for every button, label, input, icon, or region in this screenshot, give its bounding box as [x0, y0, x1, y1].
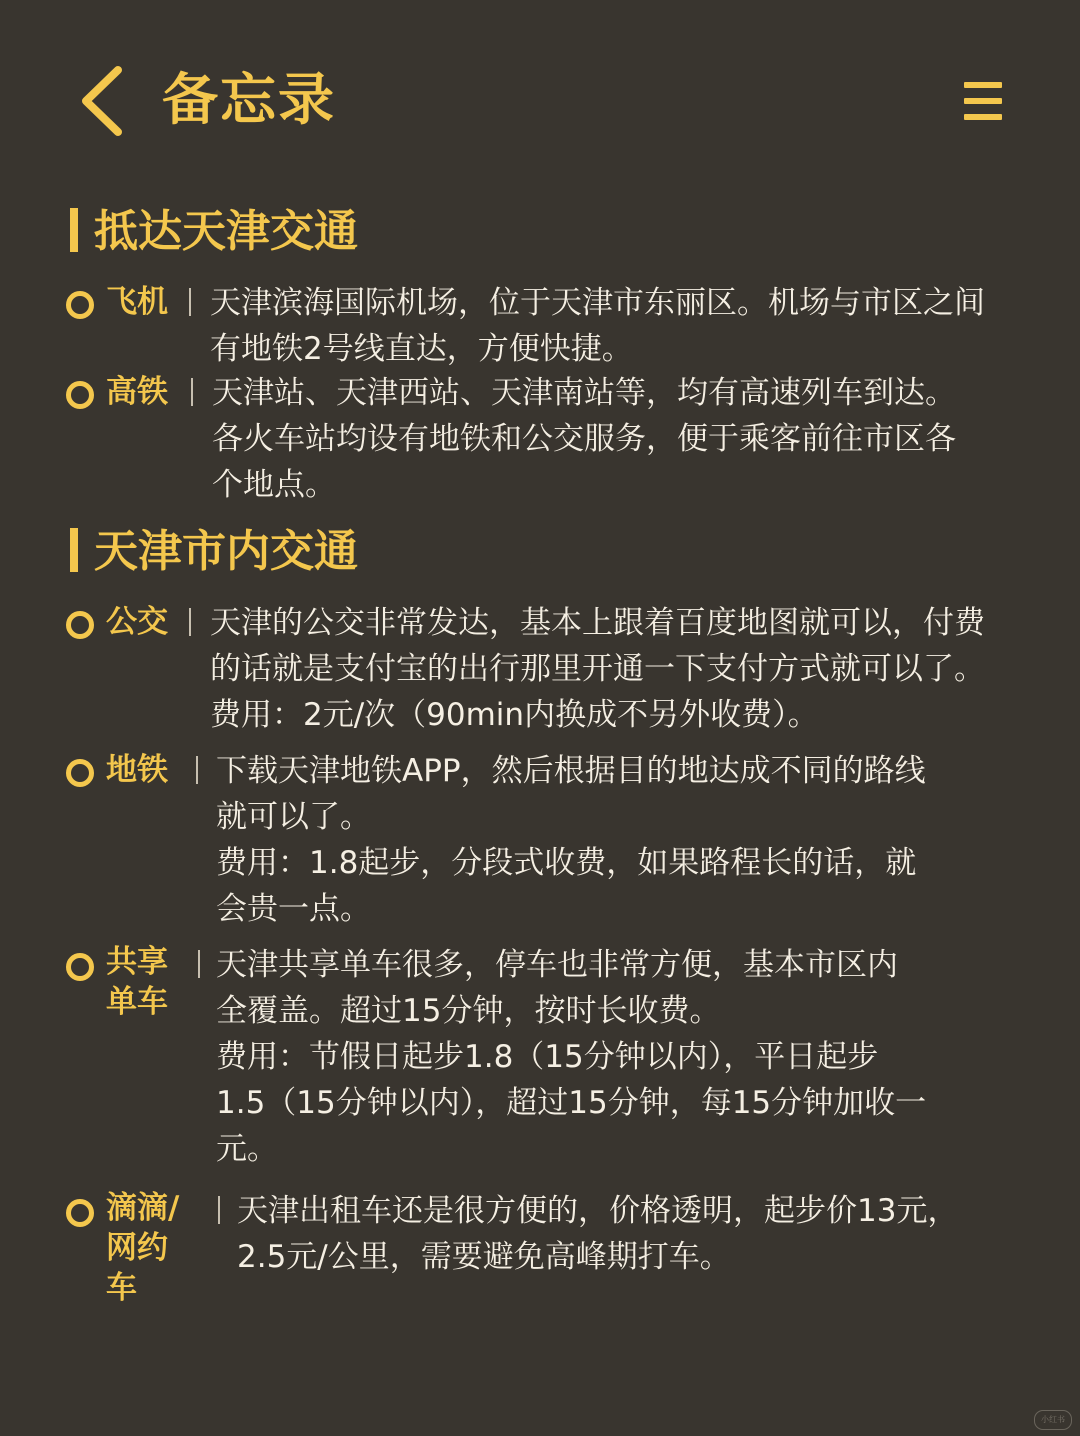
entry-line: 的话就是支付宝的出行那里开通一下支付方式就可以了。	[210, 651, 985, 687]
entry-label: 滴滴/	[106, 1190, 180, 1226]
heading-bar	[70, 528, 78, 572]
heading-bar	[70, 208, 78, 252]
entry-line: 天津的公交非常发达，基本上跟着百度地图就可以，付费	[210, 605, 985, 641]
circle-bullet-icon	[66, 1199, 94, 1227]
entry-line: 全覆盖。超过15分钟，按时长收费。	[216, 993, 721, 1029]
separator	[198, 950, 200, 978]
entry-line: 费用：节假日起步1.8（15分钟以内），平日起步	[216, 1039, 879, 1075]
entry-line: 2.5元/公里，需要避免高峰期打车。	[237, 1239, 731, 1275]
entry-line: 各火车站均设有地铁和公交服务，便于乘客前往市区各	[212, 421, 956, 457]
entry-line: 天津滨海国际机场，位于天津市东丽区。机场与市区之间	[210, 285, 985, 321]
entry-line: 就可以了。	[216, 799, 371, 835]
menu-line	[964, 98, 1002, 104]
entry-line: 元。	[216, 1131, 278, 1167]
separator	[189, 288, 191, 316]
circle-bullet-icon	[66, 291, 94, 319]
circle-bullet-icon	[66, 381, 94, 409]
entry-line: 会贵一点。	[216, 891, 371, 927]
entry-label: 公交	[106, 604, 168, 640]
entry-label: 高铁	[106, 374, 168, 410]
entry-label: 车	[106, 1270, 137, 1306]
menu-icon[interactable]	[964, 82, 1002, 122]
section-heading-arrival	[70, 204, 358, 260]
separator	[196, 756, 198, 784]
entry-label: 地铁	[106, 752, 168, 788]
separator	[218, 1196, 220, 1224]
entry-line: 费用：2元/次（90min内换成不另外收费）。	[210, 697, 819, 733]
entry-line: 天津出租车还是很方便的，价格透明，起步价13元，	[237, 1193, 959, 1229]
entry-label: 网约	[106, 1230, 168, 1266]
circle-bullet-icon	[66, 759, 94, 787]
entry-label: 飞机	[106, 284, 168, 320]
circle-bullet-icon	[66, 953, 94, 981]
section-heading-text: 抵达天津交通	[94, 206, 358, 257]
chevron-left-icon[interactable]	[78, 64, 126, 138]
separator	[189, 608, 191, 636]
section-heading-text: 天津市内交通	[94, 526, 358, 577]
section-heading-city	[70, 524, 358, 580]
entry-line: 费用：1.8起步，分段式收费，如果路程长的话，就	[216, 845, 917, 881]
entry-label: 单车	[106, 984, 168, 1020]
entry-line: 下载天津地铁APP，然后根据目的地达成不同的路线	[216, 753, 926, 789]
entry-label: 共享	[106, 944, 168, 980]
top-bar	[0, 0, 1080, 200]
watermark-logo: 小红书	[1034, 1410, 1072, 1430]
entry-line: 1.5（15分钟以内），超过15分钟，每15分钟加收一	[216, 1085, 927, 1121]
entry-line: 个地点。	[212, 467, 336, 503]
circle-bullet-icon	[66, 611, 94, 639]
menu-line	[964, 82, 1002, 88]
separator	[191, 378, 193, 406]
entry-line: 天津站、天津西站、天津南站等，均有高速列车到达。	[212, 375, 956, 411]
entry-line: 有地铁2号线直达，方便快捷。	[210, 331, 633, 367]
page-title: 备忘录	[162, 68, 336, 133]
entry-line: 天津共享单车很多，停车也非常方便，基本市区内	[216, 947, 898, 983]
menu-line	[964, 114, 1002, 120]
